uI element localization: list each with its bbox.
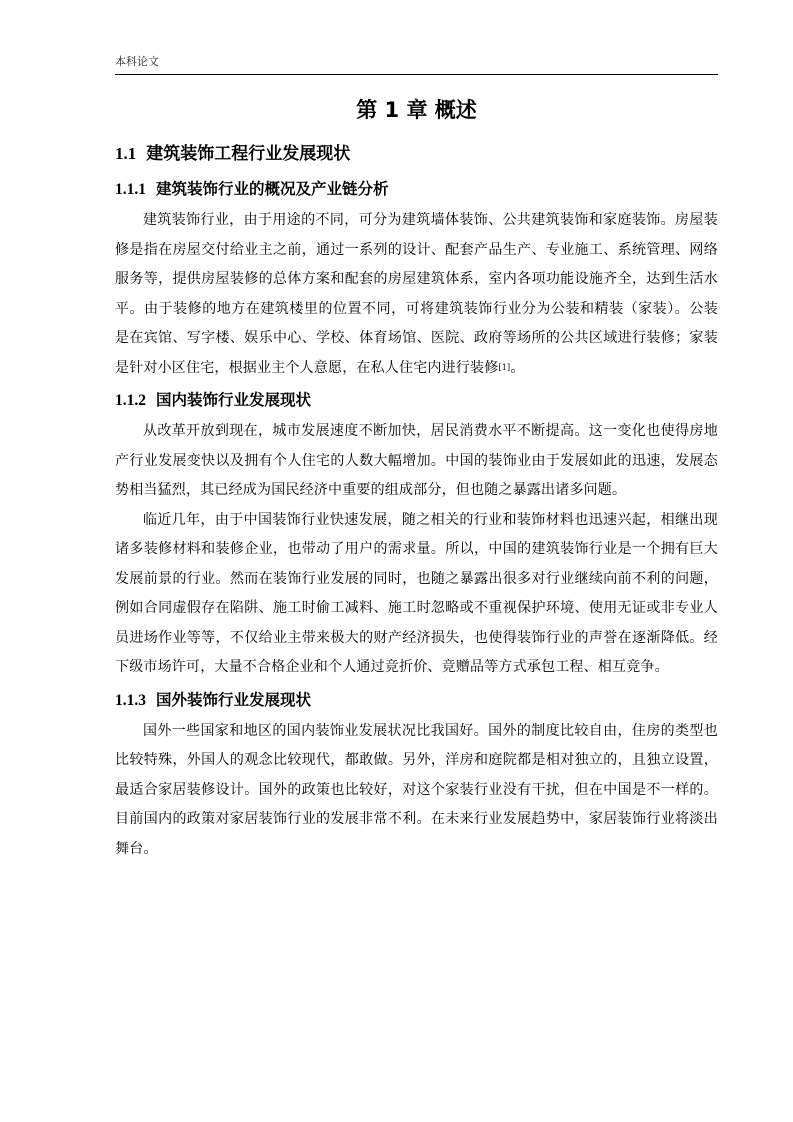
paragraph-text: 建筑装饰行业，由于用途的不同，可分为建筑墙体装饰、公共建筑装饰和家庭装饰。房屋装修是指在房屋交付给业主之前，通过一系列的设计、配套产品生产、专业施工、系统管理、网络服务等，提供房屋装修的总体方案和配套的房屋建筑体系，室内各项功能设施齐全，达到生活水平。由于装修的地方在建筑楼里的位置不同，可将建筑装饰行业分为公装和精装（家装）。公装是在宾馆、写字楼、娱乐中心、学校、体育场馆、医院、政府等场所的公共区域进行装修；家装是针对小区住宅，根据业主个人意愿，在私人住宅内进行装修 — [115, 212, 718, 376]
header-rule — [115, 74, 718, 75]
section-title: 建筑装饰工程行业发展现状 — [146, 144, 351, 164]
paragraph-tail: 。 — [510, 359, 525, 376]
subsection-number: 1.1.3 — [115, 691, 146, 709]
page-content — [115, 90, 718, 864]
paragraph-1-1-1-a — [115, 206, 718, 383]
subsection-heading-1-1-2 — [115, 383, 718, 417]
subsection-title: 建筑装饰行业的概况及产业链分析 — [156, 180, 389, 198]
subsection-title: 国内装饰行业发展现状 — [156, 391, 312, 409]
subsection-heading-1-1-1 — [115, 172, 718, 206]
citation-reference: [1] — [498, 362, 511, 372]
page-header: 本科论文 — [115, 55, 159, 68]
subsection-heading-1-1-3 — [115, 683, 718, 717]
paragraph-1-1-2-b: 临近几年，由于中国装饰行业快速发展，随之相关的行业和装饰材料也迅速兴起，相继出现诸多装修材料和装修企业，也带动了用户的需求量。所以，中国的建筑装饰行业是一个拥有巨大发展前景的行业。然而在装饰行业发展的同时，也随之暴露出很多对行业继续向前不利的问题，例如合同虚假存在陷阱、施工时偷工减料、施工时忽略或不重视保护环境、使用无证或非专业人员进场作业等等，不仅给业主带来极大的财产经济损失，也使得装饰行业的声誉在逐渐降低。经下级市场许可，大量不合格企业和个人通过竞折价、竞赠品等方式承包工程、相互竞争。 — [115, 511, 718, 675]
subsection-number: 1.1.2 — [115, 392, 146, 409]
section-number: 1.1 — [115, 144, 137, 163]
paragraph-1-1-3-a: 国外一些国家和地区的国内装饰业发展状况比我国好。国外的制度比较自由，住房的类型也比较特殊，外国人的观念比较现代，都敢做。另外，洋房和庭院都是相对独立的，且独立设置，最适合家居装修设计。国外的政策也比较好，对这个家装行业没有干扰，但在中国是不一样的。目前国内的政策对家居装饰行业的发展非常不利。在未来行业发展趋势中，家居装饰行业将淡出舞台。 — [115, 722, 718, 857]
section-heading-1-1 — [115, 136, 718, 172]
chapter-title: 第 1 章 概述 — [356, 98, 477, 122]
paragraph-1-1-2-a: 从改革开放到现在，城市发展速度不断加快，居民消费水平不断提高。这一变化也使得房地产行业发展变快以及拥有个人住宅的人数大幅增加。中国的装饰业由于发展如此的迅速，发展态势相当猛烈，其已经成为国民经济中重要的组成部分，但也随之暴露出诸多问题。 — [115, 423, 718, 498]
subsection-number: 1.1.1 — [115, 181, 146, 198]
subsection-title: 国外装饰行业发展现状 — [156, 690, 312, 709]
